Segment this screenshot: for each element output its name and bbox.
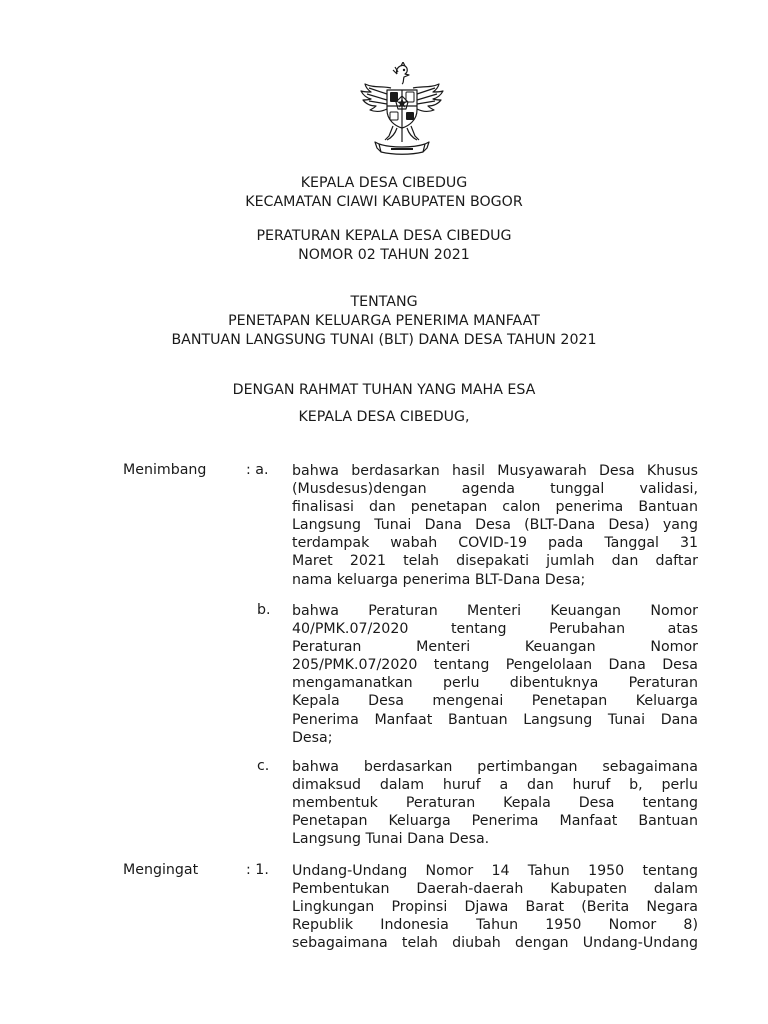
- regulation-title: PERATURAN KEPALA DESA CIBEDUG: [256, 228, 512, 244]
- regulation-heading: [0, 227, 768, 265]
- mengingat-marker-1: : 1.: [246, 862, 269, 878]
- text-line: bahwa berdasarkan hasil Musyawarah Desa Khusus: [292, 463, 698, 479]
- subject-line-1: PENETAPAN KELUARGA PENERIMA MANFAAT: [228, 313, 540, 329]
- menimbang-marker-a: : a.: [246, 462, 269, 478]
- regulation-number: NOMOR 02 TAHUN 2021: [298, 247, 470, 263]
- text-line: Lingkungan Propinsi Djawa Barat (Berita Negara: [292, 899, 698, 916]
- text-line: Penetapan Keluarga Penerima Manfaat Bantuan: [292, 813, 698, 830]
- text-line: sebagaimana telah diubah dengan Undang-Undang: [292, 935, 698, 952]
- menimbang-marker-b: b.: [257, 602, 271, 618]
- text-line: Maret 2021 telah disepakati jumlah dan daftar: [292, 553, 698, 570]
- text-line: Undang-Undang Nomor 14 Tahun 1950 tentang: [292, 863, 698, 879]
- menimbang-item-a: [292, 462, 698, 589]
- menimbang-marker-c: c.: [257, 758, 270, 774]
- issuer-subtitle: KECAMATAN CIAWI KABUPATEN BOGOR: [245, 194, 523, 210]
- text-line: terdampak wabah COVID-19 pada Tanggal 31: [292, 535, 698, 552]
- text-line: 205/PMK.07/2020 tentang Pengelolaan Dana Desa: [292, 657, 698, 674]
- text-line: bahwa Peraturan Menteri Keuangan Nomor: [292, 603, 698, 619]
- text-line: bahwa berdasarkan pertimbangan sebagaimana: [292, 759, 698, 775]
- preamble-line-1: DENGAN RAHMAT TUHAN YANG MAHA ESA: [232, 382, 536, 398]
- mengingat-item-1: [292, 862, 698, 952]
- text-line: 40/PMK.07/2020 tentang Perubahan atas: [292, 621, 698, 638]
- menimbang-item-c: [292, 758, 698, 848]
- text-line: Desa;: [292, 729, 333, 746]
- menimbang-item-b: [292, 602, 698, 747]
- text-line: dimaksud dalam huruf a dan huruf b, perlu: [292, 777, 698, 794]
- mengingat-label: Mengingat: [123, 862, 199, 878]
- text-line: Peraturan Menteri Keuangan Nomor: [292, 639, 698, 656]
- text-line: Pembentukan Daerah-daerah Kabupaten dalam: [292, 881, 698, 898]
- text-line: Langsung Tunai Dana Desa.: [292, 831, 490, 848]
- subject-tentang: TENTANG: [350, 294, 418, 310]
- text-line: Kepala Desa mengenai Penetapan Keluarga: [292, 693, 698, 710]
- text-line: Penerima Manfaat Bantuan Langsung Tunai Dana: [292, 711, 698, 728]
- issuer-heading: [0, 174, 768, 212]
- text-line: (Musdesus)dengan agenda tunggal validasi,: [292, 481, 698, 498]
- garuda-pancasila-emblem-icon: [357, 62, 447, 162]
- text-line: Langsung Tunai Dana Desa (BLT-Dana Desa) yang: [292, 517, 698, 534]
- subject-heading: [0, 293, 768, 350]
- text-line: nama keluarga penerima BLT-Dana Desa;: [292, 571, 586, 588]
- subject-line-2: BANTUAN LANGSUNG TUNAI (BLT) DANA DESA TAHUN 2021: [171, 332, 597, 348]
- issuer-title: KEPALA DESA CIBEDUG: [300, 175, 468, 191]
- preamble-line-2: KEPALA DESA CIBEDUG,: [298, 409, 470, 425]
- text-line: membentuk Peraturan Kepala Desa tentang: [292, 795, 698, 812]
- text-line: mengamanatkan perlu dibentuknya Peraturan: [292, 675, 698, 692]
- text-line: Republik Indonesia Tahun 1950 Nomor 8): [292, 917, 698, 934]
- menimbang-label: Menimbang: [123, 462, 207, 478]
- text-line: finalisasi dan penetapan calon penerima Bantuan: [292, 499, 698, 516]
- preamble: [0, 380, 768, 428]
